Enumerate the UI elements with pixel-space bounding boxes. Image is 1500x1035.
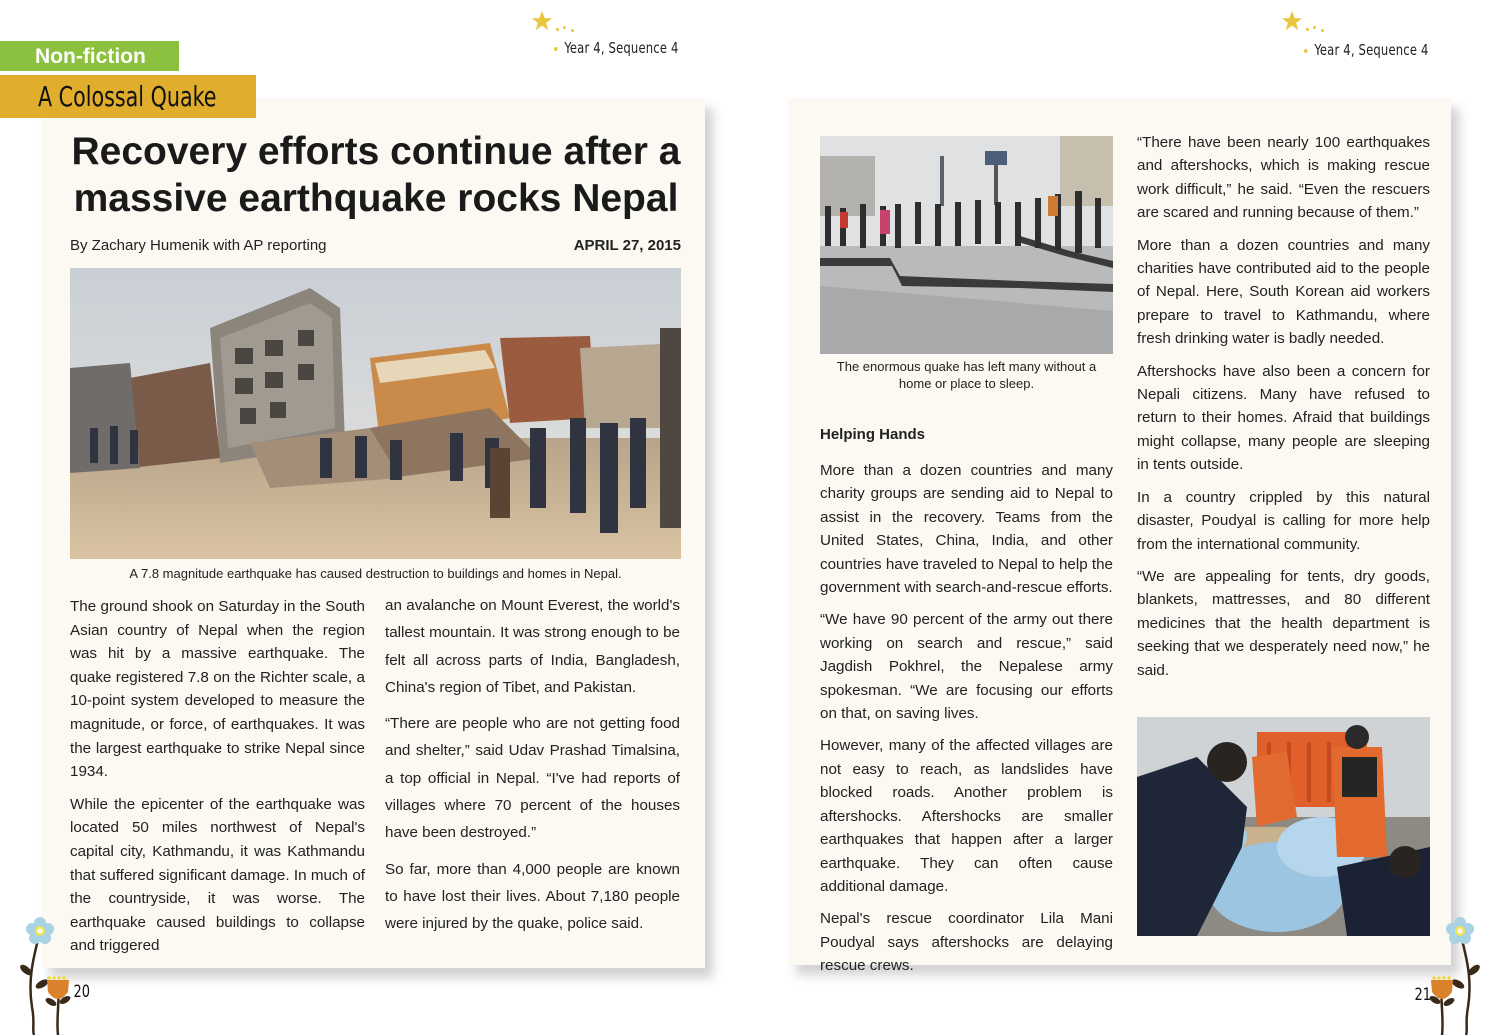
paragraph: More than a dozen countries and many charity groups are sending aid to Nepal to assist in the recovery. Teams from the United States, China, India, and other countries have traveled to Nepal to help the government with search-and-rescue efforts. <box>820 462 1113 597</box>
paragraph: So far, more than 4,000 people are known to have lost their lives. About 7,180 people were injured by the quake, police said. <box>385 860 680 933</box>
cracked-road-photo <box>820 136 1113 354</box>
right-column-1 <box>820 459 1113 987</box>
page-number-left: 20 <box>73 982 91 1002</box>
running-head-left: Year 4, Sequence 4 <box>554 39 679 57</box>
flower-decoration-icon <box>10 912 80 1035</box>
star-icon <box>531 10 553 32</box>
paragraph: “There are people who are not getting food and shelter,” said Udav Prashad Timalsina, a top official in Nepal. “I've had reports of villages where 70 percent of the houses have been destroyed.” <box>385 715 680 842</box>
unit-title-banner <box>0 75 256 118</box>
byline: By Zachary Humenik with AP reporting <box>70 237 327 254</box>
paragraph: “We are appealing for tents, dry goods, blankets, mattresses, and 80 different medicines that the health department is seeking that we desperately need now,” he said. <box>1137 567 1430 679</box>
paragraph: an avalanche on Mount Everest, the world's tallest mountain. It was strong enough to be felt all across parts of India, Bangladesh, China's region of Tibet, and Pakistan. <box>385 597 680 696</box>
right-column-2 <box>1137 131 1430 691</box>
paragraph: More than a dozen countries and many charities have contributed aid to the people of Nepal. Here, South Korean aid workers prepare to travel to Kathmandu, where fresh drinking water is badly needed. <box>1137 236 1430 348</box>
unit-title: A Colossal Quake <box>38 80 217 113</box>
article-date: APRIL 27, 2015 <box>573 237 681 254</box>
paragraph: “There have been nearly 100 earthquakes and aftershocks, which is making rescue work difficult,” he said. “Even the rescuers are scared and running because of them.” <box>1137 134 1430 222</box>
paragraph: However, many of the affected villages are not easy to reach, as landslides have blocked roads. Another problem is aftershocks. Aftershocks are smaller earthquakes that happen after a larger earthquake. They can often cause additional damage. <box>820 737 1113 895</box>
aid-workers-water-photo <box>1137 717 1430 936</box>
paragraph: Aftershocks have also been a concern for Nepali citizens. Many have refused to return to their homes. Afraid that buildings might collapse, many people are sleeping in tents outside. <box>1137 362 1430 474</box>
genre-tag: Non-fiction <box>0 41 179 71</box>
left-column-1 <box>70 595 365 967</box>
running-head-right: Year 4, Sequence 4 <box>1304 41 1429 59</box>
collapsed-buildings-photo <box>70 268 681 559</box>
paragraph: The ground shook on Saturday in the South Asian country of Nepal when the region was hit by a massive earthquake. The quake registered 7.8 on the Richter scale, a 10-point system developed to measure the magnitude, or force, of earthquakes. It was the largest earthquake to strike Nepal since 1934. <box>70 598 365 781</box>
page-number-right: 21 <box>1414 985 1432 1005</box>
lead-photo-caption: A 7.8 magnitude earthquake has caused destruction to buildings and homes in Nepal. <box>129 566 622 581</box>
road-photo-caption: The enormous quake has left many without a home or place to sleep. <box>836 359 1097 391</box>
paragraph: In a country crippled by this natural disaster, Poudyal is calling for more help from the international community. <box>1137 488 1430 553</box>
article-headline: Recovery efforts continue after a massive earthquake rocks Nepal <box>71 130 681 220</box>
star-icon <box>1281 10 1303 32</box>
paragraph: While the epicenter of the earthquake was located 50 miles northwest of Nepal's capital city, Kathmandu, it was Kathmandu that suffered significant damage. In much of the countryside, it was worse. The earthquake caused buildings to collapse and triggered <box>70 795 365 955</box>
paragraph: Nepal's rescue coordinator Lila Mani Poudyal says aftershocks are delaying rescue crews. <box>820 910 1113 975</box>
flower-decoration-icon <box>1420 912 1490 1035</box>
paragraph: “We have 90 percent of the army out there working on search and rescue,” said Jagdish Pokhrel, the Nepalese army spokesman. “We are focusing our efforts on that, on saving lives. <box>820 611 1113 723</box>
section-subheading: Helping Hands <box>820 426 926 443</box>
left-column-2 <box>385 592 680 947</box>
